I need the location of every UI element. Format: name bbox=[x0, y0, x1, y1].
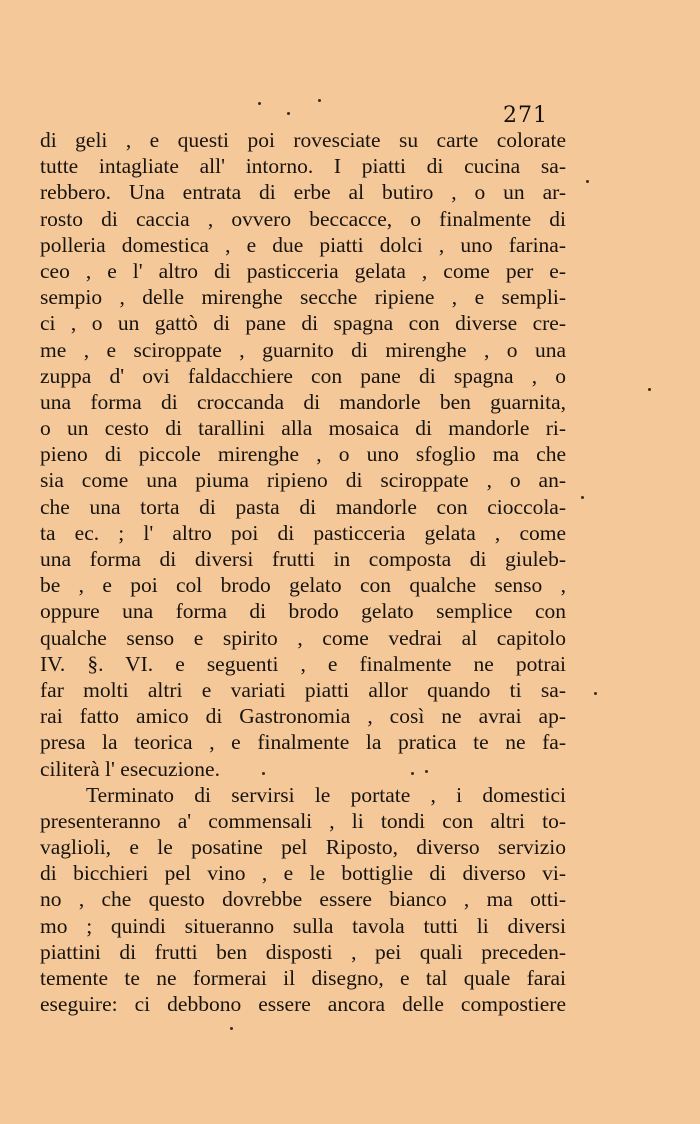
text-line: be , e poi col brodo gelato con qualche senso , bbox=[40, 573, 566, 598]
ink-speck bbox=[287, 112, 290, 115]
text-line: una forma di croccanda di mandorle ben guarnita, bbox=[40, 389, 566, 414]
body-text bbox=[40, 127, 566, 1017]
text-line: vaglioli, e le posatine pel Riposto, diverso servizio bbox=[40, 835, 566, 860]
text-line: una forma di diversi frutti in composta di giuleb- bbox=[40, 547, 566, 571]
text-line: presa la teorica , e finalmente la pratica te ne fa- bbox=[40, 730, 566, 755]
text-line: temente te ne formerai il disegno, e tal quale farai bbox=[40, 966, 566, 990]
text-line: me , e sciroppate , guarnito di mirenghe , o una bbox=[40, 337, 566, 362]
ink-speck bbox=[425, 770, 428, 773]
text-line: o un cesto di tarallini alla mosaica di mandorle ri- bbox=[40, 416, 566, 441]
text-line: IV. §. VI. e seguenti , e finalmente ne potrai bbox=[40, 651, 566, 676]
text-line: che una torta di pasta di mandorle con cioccola- bbox=[40, 494, 566, 519]
ink-speck bbox=[258, 102, 261, 105]
ink-speck bbox=[262, 772, 265, 775]
text-line: rai fatto amico di Gastronomia , così ne avrai ap- bbox=[40, 704, 566, 729]
text-line: presenteranno a' commensali , li tondi con altri to- bbox=[40, 808, 566, 833]
text-line: ceo , e l' altro di pasticceria gelata , come per e- bbox=[40, 258, 566, 283]
text-line: sia come una piuma ripieno di sciroppate , o an- bbox=[40, 468, 566, 493]
ink-speck bbox=[230, 1027, 233, 1030]
text-line: oppure una forma di brodo gelato semplice con bbox=[40, 599, 566, 624]
text-line: ci , o un gattò di pane di spagna con diverse cre- bbox=[40, 311, 566, 336]
text-line: eseguire: ci debbono essere ancora delle compostiere bbox=[40, 992, 566, 1017]
text-line: no , che questo dovrebbe essere bianco , ma otti- bbox=[40, 887, 566, 912]
ink-speck bbox=[648, 388, 651, 391]
text-line: sempio , delle mirenghe secche ripiene , e sempli- bbox=[40, 285, 566, 310]
text-line: di bicchieri pel vino , e le bottiglie di diverso vi- bbox=[40, 861, 566, 886]
page-number: 271 bbox=[503, 103, 548, 128]
ink-speck bbox=[594, 692, 597, 695]
text-line: tutte intagliate all' intorno. I piatti di cucina sa- bbox=[40, 154, 566, 179]
text-line: qualche senso e spirito , come vedrai al capitolo bbox=[40, 625, 566, 650]
text-line: polleria domestica , e due piatti dolci , uno farina- bbox=[40, 232, 566, 257]
text-line: zuppa d' ovi faldacchiere con pane di spagna , o bbox=[40, 363, 566, 388]
text-line: ta ec. ; l' altro poi di pasticceria gelata , come bbox=[40, 520, 566, 545]
text-line: pieno di piccole mirenghe , o uno sfoglio ma che bbox=[40, 442, 566, 467]
ink-speck bbox=[411, 772, 414, 775]
text-line: rosto di caccia , ovvero beccacce, o finalmente di bbox=[40, 206, 566, 231]
ink-speck bbox=[318, 99, 321, 102]
text-line: piattini di frutti ben disposti , pei quali preceden- bbox=[40, 939, 566, 964]
text-line: ciliterà l' esecuzione. bbox=[40, 756, 220, 781]
text-line: mo ; quindi situeranno sulla tavola tutti li diversi bbox=[40, 913, 566, 938]
text-line: far molti altri e variati piatti allor quando ti sa- bbox=[40, 677, 566, 702]
ink-speck bbox=[581, 496, 584, 499]
text-line: rebbero. Una entrata di erbe al butiro , o un ar- bbox=[40, 180, 566, 205]
text-line: Terminato di servirsi le portate , i domestici bbox=[86, 782, 566, 807]
ink-speck bbox=[586, 180, 589, 183]
text-line: di geli , e questi poi rovesciate su carte colorate bbox=[40, 128, 566, 152]
